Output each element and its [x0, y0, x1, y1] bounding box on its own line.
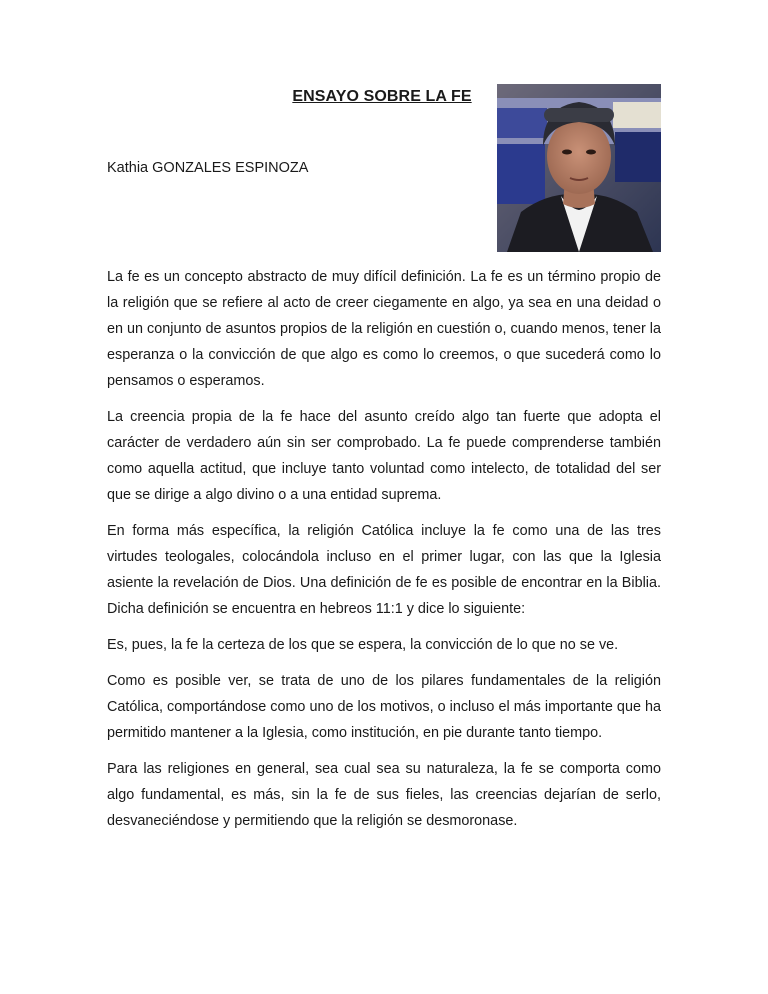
paragraph: En forma más específica, la religión Católica incluye la fe como una de las tres virtudes teologales, colocándola incluso en el primer lugar, con las que la Iglesia asiente la revelación de Dios. Una definición de fe es posible de encontrar en la Biblia. Dicha definición se encuentra en hebreos 11:1 y dice lo siguiente:	[107, 523, 661, 617]
essay-title: ENSAYO SOBRE LA FE	[292, 88, 472, 105]
paragraph: Para las religiones en general, sea cual sea su naturaleza, la fe se comporta como algo fundamental, es más, sin la fe de sus fieles, las creencias dejarían de serlo, desvaneciéndose y permitiendo que la religión se desmoronase.	[107, 761, 661, 829]
paragraph: La creencia propia de la fe hace del asunto creído algo tan fuerte que adopta el carácter de verdadero aún sin ser comprobado. La fe puede comprenderse también como aquella actitud, que incluye tanto voluntad como intelecto, de totalidad del ser que se dirige a algo divino o a una entidad suprema.	[107, 409, 661, 503]
author-portrait-icon	[497, 84, 661, 252]
author-photo	[497, 84, 661, 252]
paragraph: Como es posible ver, se trata de uno de los pilares fundamentales de la religión Católica, comportándose como uno de los motivos, o incluso el más importante que ha permitido mantener a la Iglesia, como institución, en pie durante tanto tiempo.	[107, 673, 661, 741]
paragraph: Es, pues, la fe la certeza de los que se espera, la convicción de lo que no se ve.	[107, 637, 619, 653]
author-name: Kathia GONZALES ESPINOZA	[107, 160, 309, 176]
essay-body	[107, 264, 661, 844]
paragraph: La fe es un concepto abstracto de muy difícil definición. La fe es un término propio de la religión que se refiere al acto de creer ciegamente en algo, ya sea en una deidad o en un conjunto de asuntos propios de la religión en cuestión o, cuando menos, tener la esperanza o la convicción de que algo es como lo creemos, o que sucederá como lo pensamos o esperamos.	[107, 269, 661, 389]
